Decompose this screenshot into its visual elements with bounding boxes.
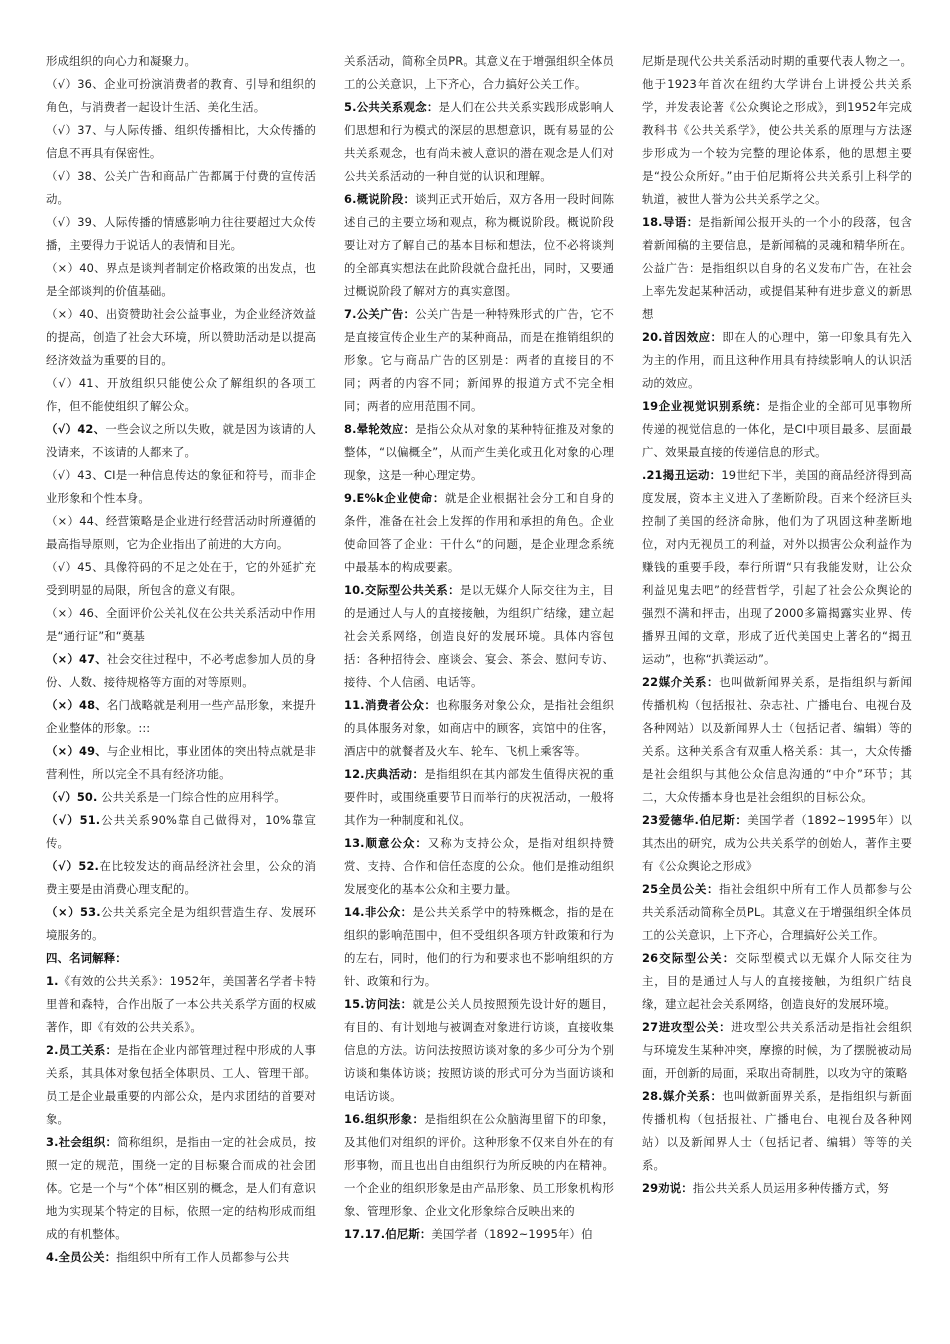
paragraph — [642, 1016, 912, 1085]
term-label: （√）51. — [46, 813, 101, 827]
column-middle — [344, 50, 614, 1320]
term-label: 23爱德华.伯尼斯： — [642, 813, 748, 827]
paragraph-text: 又称为支持公众，是指对组织持赞赏、支持、合作和信任态度的公众。他们是推动组织发展变化的基本公众和主要力量。 — [344, 836, 614, 896]
paragraph-text: 社会交往过程中，不必考虑参加人员的身份、人数、接待规格等方面的对等原则。 — [46, 652, 317, 689]
paragraph — [46, 855, 316, 901]
term-label: 9.E%k企业使命： — [344, 491, 445, 505]
paragraph-text: 交际型模式以无媒介人际交往为主，目的是通过人与人的直接接触，为组织广结良缘，建立起社会关系网络，创造良好的发展环境。 — [642, 951, 912, 1011]
term-label: 10.交际型公共关系： — [344, 583, 460, 597]
paragraph — [344, 303, 614, 418]
paragraph — [642, 50, 912, 211]
term-label: 17.17.伯尼斯： — [344, 1227, 432, 1241]
paragraph — [642, 211, 912, 326]
paragraph — [46, 50, 316, 73]
paragraph-text: （√）43、CI是一种信息传达的象征和符号，而非企业形象和个性本身。 — [46, 468, 316, 505]
paragraph-text: 指组织中所有工作人员都参与公共 — [116, 1250, 290, 1264]
paragraph-text: 名门战略就是利用一些产品形象，来提升企业整体的形象。::: — [46, 698, 317, 735]
paragraph — [46, 1039, 316, 1131]
paragraph — [344, 50, 614, 96]
paragraph-text: 是指组织在公众脑海里留下的印象，及其他们对组织的评价。这种形象不仅来自外在的有形事物，而且也出自由组织行为所反映的内在精神。一个企业的组织形象是由产品形象、员工形象机构形象、管理形象、企业文化形象综合反映出来的 — [344, 1112, 614, 1218]
paragraph — [344, 694, 614, 763]
column-right — [642, 50, 912, 1320]
term-label: 22媒介关系： — [642, 675, 720, 689]
paragraph-text: （×）40、出资赞助社会公益事业，为企业经济效益的提高，创造了社会大环境，所以赞助活动是以提高经济效益为重要的目的。 — [46, 307, 316, 367]
paragraph — [344, 418, 614, 487]
term-label: 15.访问法： — [344, 997, 413, 1011]
paragraph-text: 公共关系完全是为组织营造生存、发展环境服务的。 — [46, 905, 316, 942]
term-label: （×）53. — [46, 905, 101, 919]
term-label: .21揭丑运动： — [642, 468, 722, 482]
term-label: 7.公关广告： — [344, 307, 416, 321]
term-label: 2.员工关系： — [46, 1043, 118, 1057]
paragraph-text: 也叫做新闻界关系，是指组织与新闻传播机构（包括报社、杂志社、广播电台、电视台及各种网站）以及新闻界人士（包括记者、编辑）等的关系。这种关系含有双重人格关系：其一，大众传播是社会组织与其他公众信息沟通的“中介”环节；其二，大众传播本身也是社会组织的目标公众。 — [642, 675, 912, 804]
paragraph — [46, 165, 316, 211]
term-label: 1. — [46, 974, 59, 988]
paragraph-text: （√）36、企业可扮演消费者的教育、引导和组织的角色，与消费者一起设计生活、美化生活。 — [46, 77, 316, 114]
paragraph-text: 尼斯是现代公共关系活动时期的重要代表人物之一。他于1923年首次在纽约大学讲台上讲授公共关系学，并发表论著《公众舆论之形成》，到1952年完成教科书《公共关系学》，使公共关系的原理与方法逐步形成为一个较为完整的理论体系，他的思想主要是“投公众所好。”由于伯尼斯将公共关系引上科学的轨道，被世人誉为公共关系学之父。 — [642, 54, 912, 206]
term-label: （√）42、 — [46, 422, 106, 436]
paragraph-text: 进攻型公共关系活动是指社会组织与环境发生某种冲突，摩擦的时候，为了摆脱被动局面，开创新的局面，采取出奇制胜，以攻为守的策略 — [642, 1020, 912, 1080]
paragraph — [46, 418, 316, 464]
paragraph — [642, 326, 912, 395]
paragraph-text: 形成组织的向心力和凝聚力。 — [46, 54, 197, 68]
paragraph — [46, 119, 316, 165]
term-label: 29劝说： — [642, 1181, 693, 1195]
paragraph-text: 是人们在公共关系实践形成影响人们思想和行为模式的深层的思想意识，既有易显的公共关系观念，也有尚未被人意识的潜在观念是人们对公共关系活动的一种自觉的认识和理解。 — [344, 100, 614, 183]
paragraph — [46, 648, 316, 694]
paragraph — [344, 487, 614, 579]
paragraph — [46, 556, 316, 602]
paragraph-text: 公共关系是一门综合性的应用科学。 — [97, 790, 286, 804]
term-label: （√）50. — [46, 790, 98, 804]
paragraph — [642, 671, 912, 809]
paragraph-text: （√）38、公关广告和商品广告都属于付费的宣传活动。 — [46, 169, 316, 206]
paragraph — [642, 395, 912, 464]
paragraph-text: 公关广告是一种特殊形式的广告，它不是直接宣传企业生产的某种商品，而是在推销组织的形象。它与商品广告的区别是：两者的直接目的不同；两者的内容不同；新闻界的报道方式不完全相同；两者的应用范围不同。 — [344, 307, 614, 413]
paragraph-text: 指公共关系人员运用多种传播方式，努 — [692, 1181, 889, 1195]
term-label: 4.全员公关： — [46, 1250, 117, 1264]
paragraph-text: （√）37、与人际传播、组织传播相比，大众传播的信息不再具有保密性。 — [46, 123, 316, 160]
term-label: （×）47、 — [46, 652, 107, 666]
paragraph-text: 就是企业根据社会分工和自身的条件，准备在社会上发挥的作用和承担的角色。企业使命回答了企业：干什么“的问题，是企业理念系统中最基本的构成要素。 — [344, 491, 614, 574]
paragraph — [46, 211, 316, 257]
paragraph-text: 《有效的公共关系》：1952年，美国著名学者卡特里普和森特，合作出版了一本公共关系学方面的权威著作，即《有效的公共关系》。 — [46, 974, 316, 1034]
paragraph — [344, 1108, 614, 1223]
paragraph — [642, 809, 912, 878]
paragraph-text: 19世纪下半，美国的商品经济得到高度发展，资本主义进入了垄断阶段。百来个经济巨头控制了美国的经济命脉，他们为了巩固这种垄断地位，对内无视员工的利益，对外以损害公众利益作为赚钱的重要手段，奉行所谓“只有我能发财，让公众利益见鬼去吧”的经营哲学，引起了社会公众舆论的强烈不满和抨击，出现了2000多篇揭露实业界、传播界丑闻的文章，形成了近代美国史上著名的“揭丑运动”，也称“扒粪运动”。 — [642, 468, 912, 666]
paragraph-text: 关系活动，简称全员PR。其意义在于增强组织全体员工的公关意识，上下齐心，合力搞好公关工作。 — [344, 54, 614, 91]
term-label: 14.非公众： — [344, 905, 413, 919]
paragraph-text: 是指企业的全部可见事物所传递的视觉信息的一体化，是CI中项目最多、层面最广、效果最直接的传递信息的形式。 — [642, 399, 912, 459]
paragraph — [46, 809, 316, 855]
paragraph — [344, 763, 614, 832]
paragraph-text: 是指新闻公报开头的一个小的段落，包含着新闻稿的主要信息，是新闻稿的灵魂和精华所在。公益广告：是指组织以自身的名义发布广告，在社会上率先发起某种活动，或提倡某种有进步意义的新思想 — [642, 215, 912, 321]
term-label: 13.顺意公众： — [344, 836, 428, 850]
paragraph-text: 简称组织，是指由一定的社会成员，按照一定的规范，围绕一定的目标聚合而成的社会团体。它是一个与“个体”相区别的概念，是人们有意识地为实现某个特定的目标，依照一定的结构形成而组成的有机整体。 — [46, 1135, 316, 1241]
term-label: 18.导语： — [642, 215, 699, 229]
paragraph — [46, 464, 316, 510]
paragraph — [46, 1246, 316, 1269]
paragraph-text: （√）39、人际传播的情感影响力往往要超过大众传播，主要得力于说话人的表情和目光。 — [46, 215, 316, 252]
paragraph — [46, 73, 316, 119]
paragraph-text: （×）46、全面评价公关礼仪在公共关系活动中作用是“通行证”和“奠基 — [46, 606, 316, 643]
paragraph-text: 一些会议之所以失败，就是因为该请的人没请来，不该请的人都来了。 — [46, 422, 316, 459]
paragraph — [642, 878, 912, 947]
term-label: 25全员公关： — [642, 882, 720, 896]
paragraph-text: 美国学者（1892~1995年）伯 — [431, 1227, 593, 1241]
paragraph-text: 是指组织在其内部发生值得庆祝的重要件时，或围绕重要节日而举行的庆祝活动，一般将其作为一种制度和礼仪。 — [344, 767, 614, 827]
paragraph — [46, 602, 316, 648]
term-label: 16.组织形象： — [344, 1112, 425, 1126]
paragraph — [46, 970, 316, 1039]
paragraph — [46, 372, 316, 418]
term-label: 28.媒介关系： — [642, 1089, 723, 1103]
column-left — [46, 50, 316, 1320]
paragraph — [642, 1085, 912, 1177]
paragraph — [642, 464, 912, 671]
term-label: （×）48、 — [46, 698, 107, 712]
paragraph — [344, 1223, 614, 1246]
paragraph-text: 指社会组织中所有工作人员都参与公共关系活动简称全员PL。其意义在于增强组织全体员工的公关意识，上下齐心，合理搞好公关工作。 — [642, 882, 912, 942]
paragraph — [46, 901, 316, 947]
paragraph — [344, 832, 614, 901]
term-label: 26交际型公关： — [642, 951, 736, 965]
term-label: 8.晕轮效应： — [344, 422, 416, 436]
term-label: 5.公共关系观念： — [344, 100, 439, 114]
paragraph-text: 就是公关人员按照预先设计好的题目，有目的、有计划地与被调查对象进行访谈，直接收集信息的方法。访问法按照访谈对象的多少可分为个别访谈和集体访谈；按照访谈的形式可分为当面访谈和电话访谈。 — [344, 997, 614, 1103]
paragraph — [344, 579, 614, 694]
paragraph-text: 是指在企业内部管理过程中形成的人事关系，其具体对象包括全体职员、工人、管理干部。员工是企业最重要的内部公众，是内求团结的首要对象。 — [46, 1043, 316, 1126]
paragraph — [642, 947, 912, 1016]
paragraph — [46, 786, 316, 809]
paragraph — [344, 993, 614, 1108]
paragraph-text: 公共关系90%靠自己做得对，10%靠宣传。 — [46, 813, 316, 850]
paragraph-text: 是以无媒介人际交往为主，目的是通过人与人的直接接触，为组织广结缘，建立起社会关系网络，创造良好的发展环境。具体内容包括：各种招待会、座谈会、宴会、茶会、慰问专访、接待、个人信函、电话等。 — [344, 583, 614, 689]
paragraph-text: 在比较发达的商品经济社会里，公众的消费主要是由消费心理支配的。 — [46, 859, 316, 896]
paragraph — [344, 901, 614, 993]
paragraph-text: （√）45、具像符码的不足之处在于，它的外延扩充受到明显的局限，所包含的意义有限。 — [46, 560, 316, 597]
paragraph — [46, 303, 316, 372]
paragraph-text: 即在人的心理中，第一印象具有先入为主的作用，而且这种作用具有持续影响人的认识活动的效应。 — [642, 330, 912, 390]
paragraph — [46, 694, 316, 740]
term-label: 27进攻型公关： — [642, 1020, 732, 1034]
paragraph — [642, 1177, 912, 1200]
term-label: （×）49、 — [46, 744, 107, 758]
paragraph — [46, 740, 316, 786]
paragraph-text: 也叫做新面界关系，是指组织与新面传播机构（包括报社、广播电台、电视台及各种网站）以及新闻界人士（包括记者、编辑）等等的关系。 — [642, 1089, 912, 1172]
document-page — [46, 50, 912, 1320]
paragraph-text: （×）40、界点是谈判者制定价格政策的出发点，也是全部谈判的价值基础。 — [46, 261, 316, 298]
term-label: （√）52. — [46, 859, 99, 873]
term-label: 3.社会组织： — [46, 1135, 118, 1149]
term-label: 20.首因效应： — [642, 330, 723, 344]
paragraph-text: 也称服务对象公众，是指社会组织的具体服务对象，如商店中的顾客，宾馆中的住客，酒店中的就餐者及火车、轮车、飞机上乘客等。 — [344, 698, 614, 758]
paragraph-text: （√）41、开放组织只能使公众了解组织的各项工作，但不能使组织了解公众。 — [46, 376, 316, 413]
term-label: 19企业视觉识别系统： — [642, 399, 768, 413]
term-label: 6.概说阶段： — [344, 192, 416, 206]
paragraph-text: 与企业相比，事业团体的突出特点就是非营利性，所以完全不具有经济功能。 — [46, 744, 317, 781]
paragraph — [46, 947, 316, 970]
paragraph-text: 是公共关系学中的特殊概念，指的是在组织的影响范围中，但不受组织各项方针政策和行为的左右，同时，他们的行为和要求也不影响组织的方针、政策和行为。 — [344, 905, 614, 988]
paragraph — [46, 1131, 316, 1246]
paragraph — [344, 96, 614, 188]
paragraph-text: 谈判正式开始后，双方各用一段时间陈述自己的主要立场和观点，称为概说阶段。概说阶段要让对方了解自己的基本目标和想法，位不必将谈判的全部真实想法在此阶段就合盘托出，同时，又要通过概说阶段了解对方的真实意图。 — [344, 192, 614, 298]
paragraph-text: 美国学者（1892~1995年）以其杰出的研究，成为公共关系学的创始人，著作主要有《公众舆论之形成》 — [642, 813, 912, 873]
term-label: 11.消费者公众： — [344, 698, 437, 712]
term-label: 12.庆典活动： — [344, 767, 425, 781]
paragraph — [46, 257, 316, 303]
paragraph-text: 是指公众从对象的某种特征推及对象的整体，“以偏概全”，从而产生美化或丑化对象的心理现象，这是一种心理定势。 — [344, 422, 614, 482]
paragraph — [344, 188, 614, 303]
paragraph-text: （×）44、经营策略是企业进行经营活动时所遵循的最高指导原则，它为企业指出了前进的大方向。 — [46, 514, 316, 551]
term-label: 四、名词解释： — [46, 951, 127, 965]
paragraph — [46, 510, 316, 556]
